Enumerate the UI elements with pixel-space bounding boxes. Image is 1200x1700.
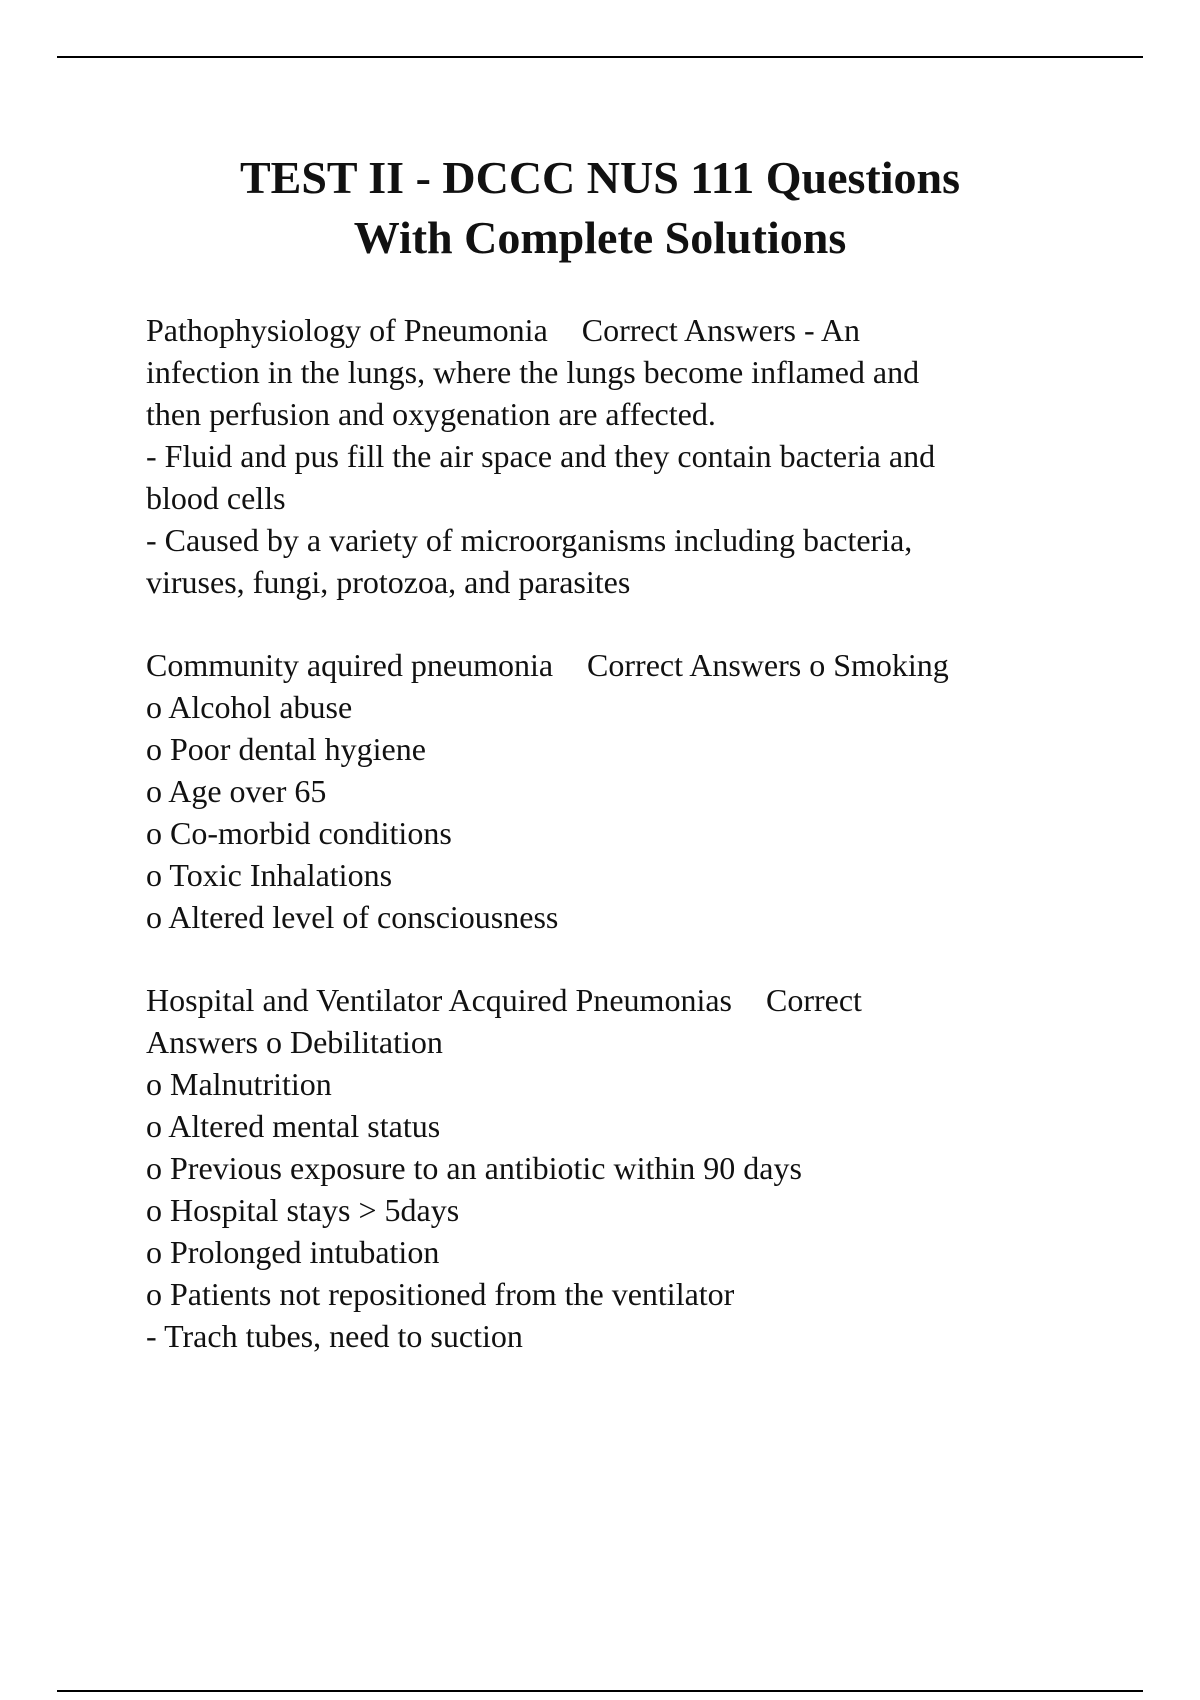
qa-line: o Toxic Inhalations xyxy=(146,857,393,893)
qa-entry-pathophysiology xyxy=(146,309,1086,603)
qa-line: o Altered mental status xyxy=(146,1108,441,1144)
title-line-2: With Complete Solutions xyxy=(353,212,847,263)
qa-line: o Altered level of consciousness xyxy=(146,899,559,935)
question-text: Community aquired pneumonia xyxy=(146,647,554,683)
qa-line: o Prolonged intubation xyxy=(146,1234,440,1270)
qa-line: - Trach tubes, need to suction xyxy=(146,1318,523,1354)
title-line-1: TEST II - DCCC NUS 111 Questions xyxy=(239,152,960,203)
qa-line: Answers o Debilitation xyxy=(146,1024,443,1060)
qa-line: o Poor dental hygiene xyxy=(146,731,426,767)
qa-entry-community-pneumonia xyxy=(146,644,1086,938)
answer-label: Correct Answers - An xyxy=(581,312,860,348)
qa-line: o Co-morbid conditions xyxy=(146,815,452,851)
qa-line: o Alcohol abuse xyxy=(146,689,353,725)
qa-line xyxy=(146,644,1086,686)
answer-label: Correct Answers o Smoking xyxy=(587,647,949,683)
document-title xyxy=(0,148,1200,268)
qa-line: o Previous exposure to an antibiotic within 90 days xyxy=(146,1150,802,1186)
footer-rule xyxy=(57,1690,1143,1692)
answer-label: Correct xyxy=(765,982,862,1018)
qa-line: - Fluid and pus fill the air space and they contain bacteria and xyxy=(146,438,936,474)
qa-line: o Hospital stays > 5days xyxy=(146,1192,460,1228)
qa-line: viruses, fungi, protozoa, and parasites xyxy=(146,564,631,600)
question-text: Pathophysiology of Pneumonia xyxy=(146,312,548,348)
qa-line: infection in the lungs, where the lungs become inflamed and xyxy=(146,354,920,390)
qa-entry-hospital-ventilator-pneumonia xyxy=(146,979,1086,1357)
header-rule xyxy=(57,56,1143,58)
qa-line: - Caused by a variety of microorganisms including bacteria, xyxy=(146,522,913,558)
qa-line xyxy=(146,979,1086,1021)
qa-line: then perfusion and oxygenation are affected. xyxy=(146,396,716,432)
question-text: Hospital and Ventilator Acquired Pneumonias xyxy=(146,982,732,1018)
qa-content xyxy=(146,309,1086,1398)
qa-line: blood cells xyxy=(146,480,286,516)
qa-line: o Patients not repositioned from the ventilator xyxy=(146,1276,735,1312)
qa-line xyxy=(146,309,1086,351)
qa-line: o Malnutrition xyxy=(146,1066,332,1102)
qa-line: o Age over 65 xyxy=(146,773,327,809)
